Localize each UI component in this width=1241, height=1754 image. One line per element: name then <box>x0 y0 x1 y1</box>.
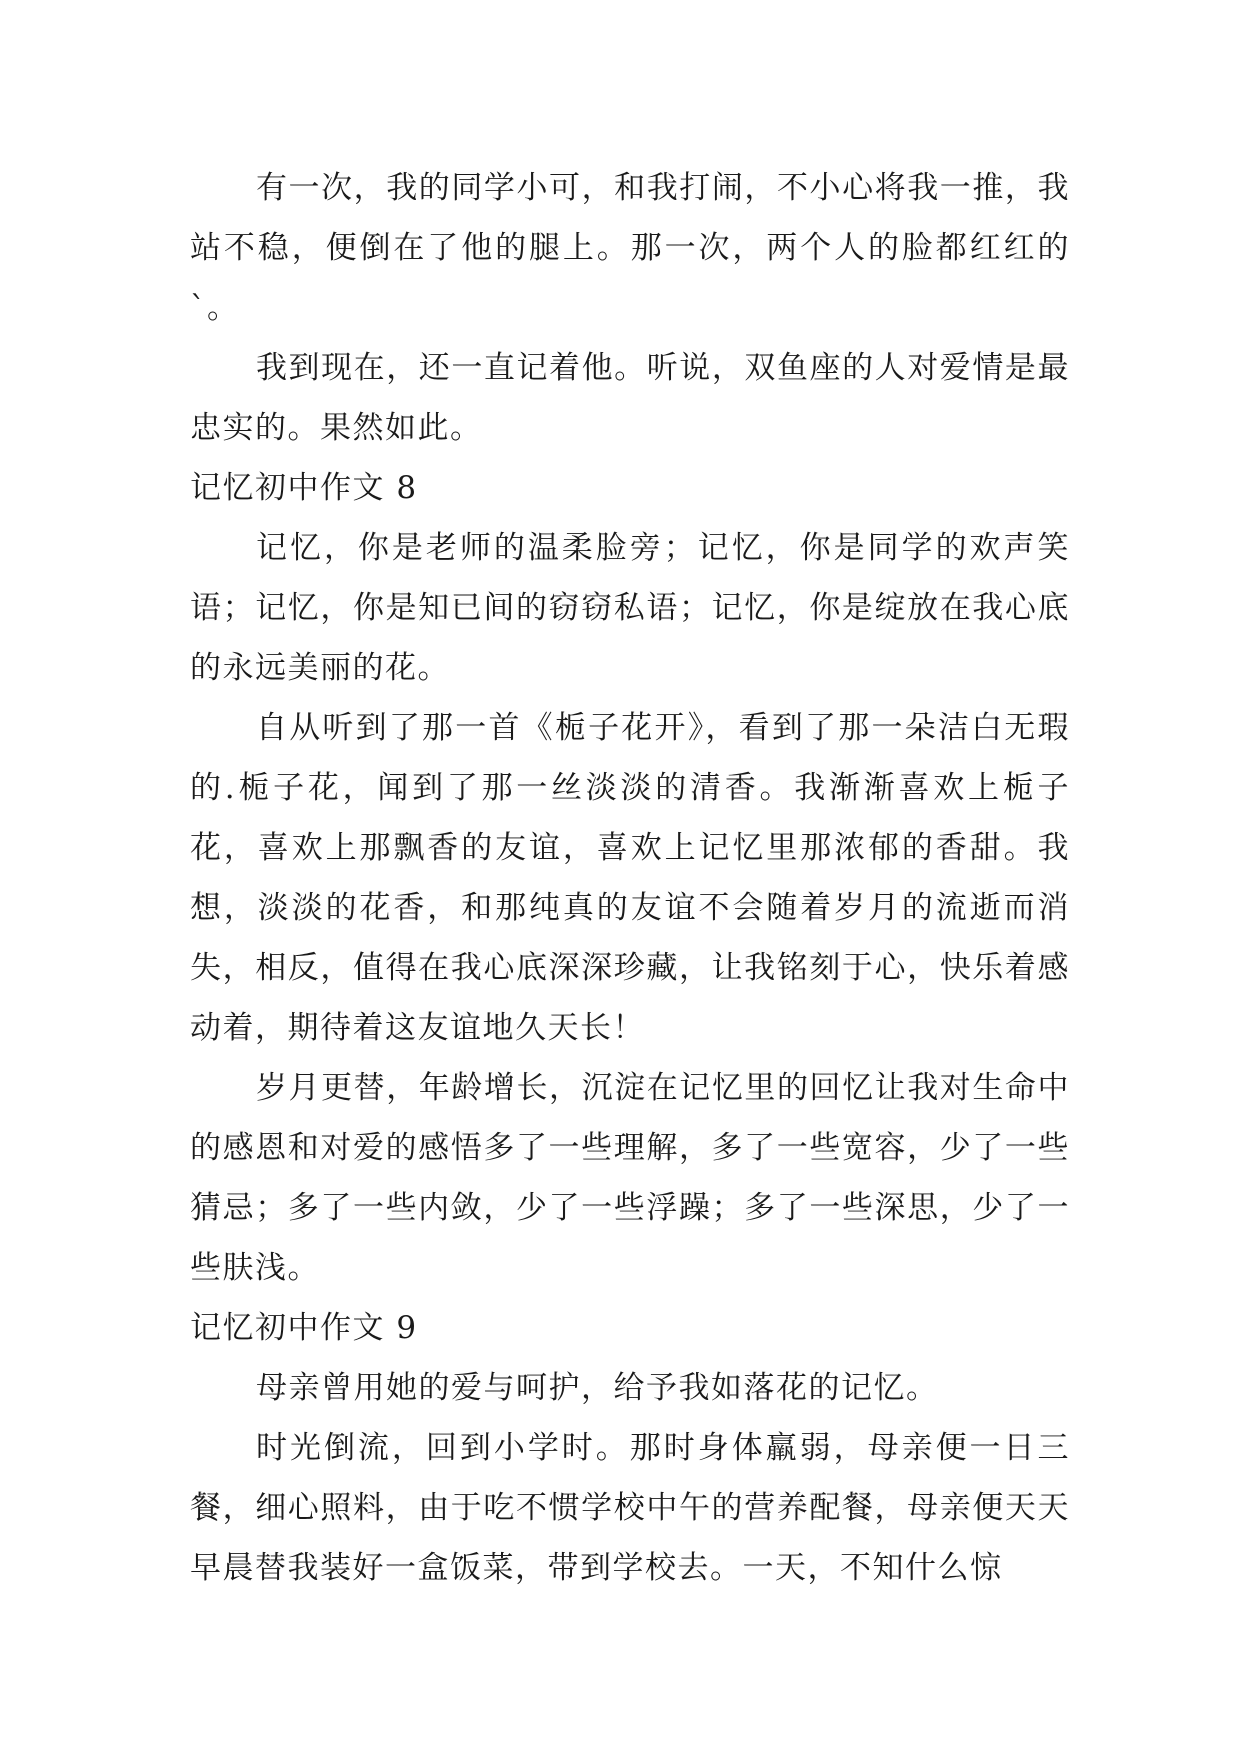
paragraph: 时光倒流，回到小学时。那时身体羸弱，母亲便一日三餐，细心照料，由于吃不惯学校中午的营养配餐，母亲便天天早晨替我装好一盒饭菜，带到学校去。一天，不知什么惊 <box>190 1430 1070 1586</box>
paragraph: 我到现在，还一直记着他。听说，双鱼座的人对爱情是最忠实的。果然如此。 <box>190 350 1070 446</box>
paragraph: 有一次，我的同学小可，和我打闹，不小心将我一推，我站不稳，便倒在了他的腿上。那一次，两个人的脸都红红的`。 <box>190 170 1070 326</box>
essay-8-title: 记忆初中作文 8 <box>190 470 418 506</box>
paragraph: 记忆，你是老师的温柔脸旁；记忆，你是同学的欢声笑语；记忆，你是知已间的窃窃私语；记忆，你是绽放在我心底的永远美丽的花。 <box>190 530 1070 686</box>
document-body <box>190 158 1070 1598</box>
paragraph: 岁月更替，年龄增长，沉淀在记忆里的回忆让我对生命中的感恩和对爱的感悟多了一些理解，多了一些宽容，少了一些猜忌；多了一些内敛，少了一些浮躁；多了一些深思，少了一些肤浅。 <box>190 1070 1070 1286</box>
essay-9-title: 记忆初中作文 9 <box>190 1310 418 1346</box>
paragraph: 自从听到了那一首《栀子花开》，看到了那一朵洁白无瑕的.栀子花，闻到了那一丝淡淡的清香。我渐渐喜欢上栀子花，喜欢上那飘香的友谊，喜欢上记忆里那浓郁的香甜。我想，淡淡的花香，和那纯真的友谊不会随着岁月的流逝而消失，相反，值得在我心底深深珍藏，让我铭刻于心，快乐着感动着，期待着这友谊地久天长！ <box>190 710 1070 1046</box>
paragraph: 母亲曾用她的爱与呵护，给予我如落花的记忆。 <box>256 1370 939 1406</box>
